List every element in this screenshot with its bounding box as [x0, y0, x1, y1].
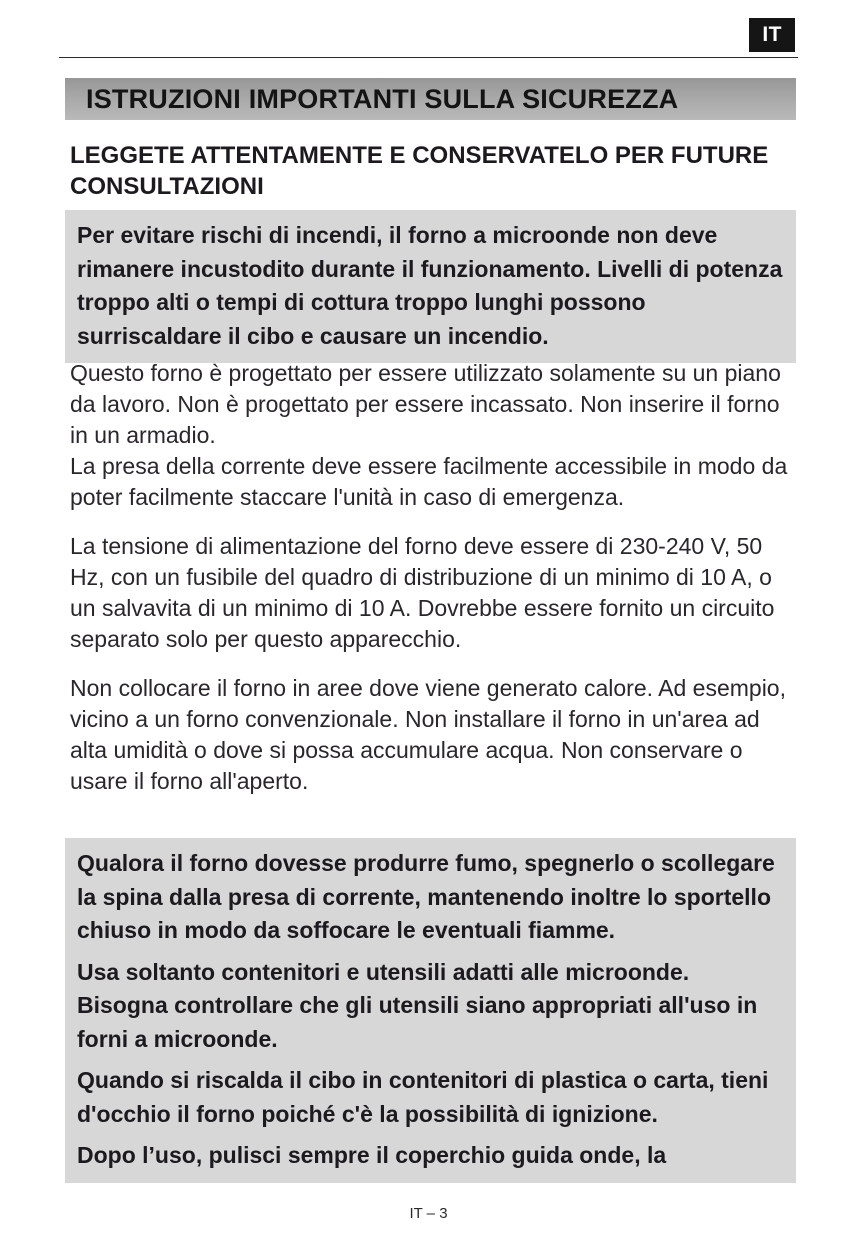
- body-paragraph-4: Non collocare il forno in aree dove viene generato calore. Ad esempio, vicino a un forno convenzionale. Non installare il forno in un'area ad alta umidità o dove si possa accumulare acqua. Non conservare o usare il forno all'aperto.: [70, 675, 786, 794]
- language-badge: IT: [749, 18, 795, 52]
- body-paragraph-1: Questo forno è progettato per essere utilizzato solamente su un piano da lavoro. Non è progettato per essere incassato. Non inserire il forno in un armadio.: [70, 360, 781, 448]
- body-paragraph-3: La tensione di alimentazione del forno deve essere di 230-240 V, 50 Hz, con un fusibile del quadro di distribuzione di un minimo di 10 A, o un salvavita di un minimo di 10 A. Dovrebbe essere fornito un circuito separato solo per questo apparecchio.: [70, 533, 775, 652]
- section-title-bar: [65, 78, 796, 120]
- warning-box-1-text: Per evitare rischi di incendi, il forno a microonde non deve rimanere incustodito durante il funzionamento. Livelli di potenza troppo alti o tempi di cottura troppo lunghi possono surriscaldare il cibo e causare un incendio.: [77, 222, 783, 349]
- warning-box-2-paragraph-2: Usa soltanto contenitori e utensili adatti alle microonde. Bisogna controllare che gli utensili siano appropriati all'uso in forni a microonde.: [77, 958, 758, 1052]
- warning-box-1: [65, 210, 796, 363]
- warning-box-2: [65, 838, 796, 1183]
- warning-box-2-paragraph-1: Qualora il forno dovesse produrre fumo, spegnerlo o scollegare la spina dalla presa di corrente, mantenendo inoltre lo sportello chiuso in modo da soffocare le eventuali fiamme.: [77, 850, 775, 943]
- top-rule: [59, 57, 798, 58]
- page-footer: IT – 3: [409, 1205, 448, 1222]
- body-paragraphs: [70, 358, 794, 797]
- subheading: LEGGETE ATTENTAMENTE E CONSERVATELO PER FUTURE CONSULTAZIONI: [70, 142, 769, 200]
- warning-box-2-paragraph-3: Quando si riscalda il cibo in contenitori di plastica o carta, tieni d'occhio il forno poiché c'è la possibilità di ignizione.: [77, 1067, 769, 1127]
- body-paragraph-2: La presa della corrente deve essere facilmente accessibile in modo da poter facilmente staccare l'unità in caso di emergenza.: [70, 453, 788, 510]
- section-title: ISTRUZIONI IMPORTANTI SULLA SICUREZZA: [86, 83, 679, 114]
- warning-box-2-paragraph-4: Dopo l’uso, pulisci sempre il coperchio guida onde, la: [77, 1142, 667, 1168]
